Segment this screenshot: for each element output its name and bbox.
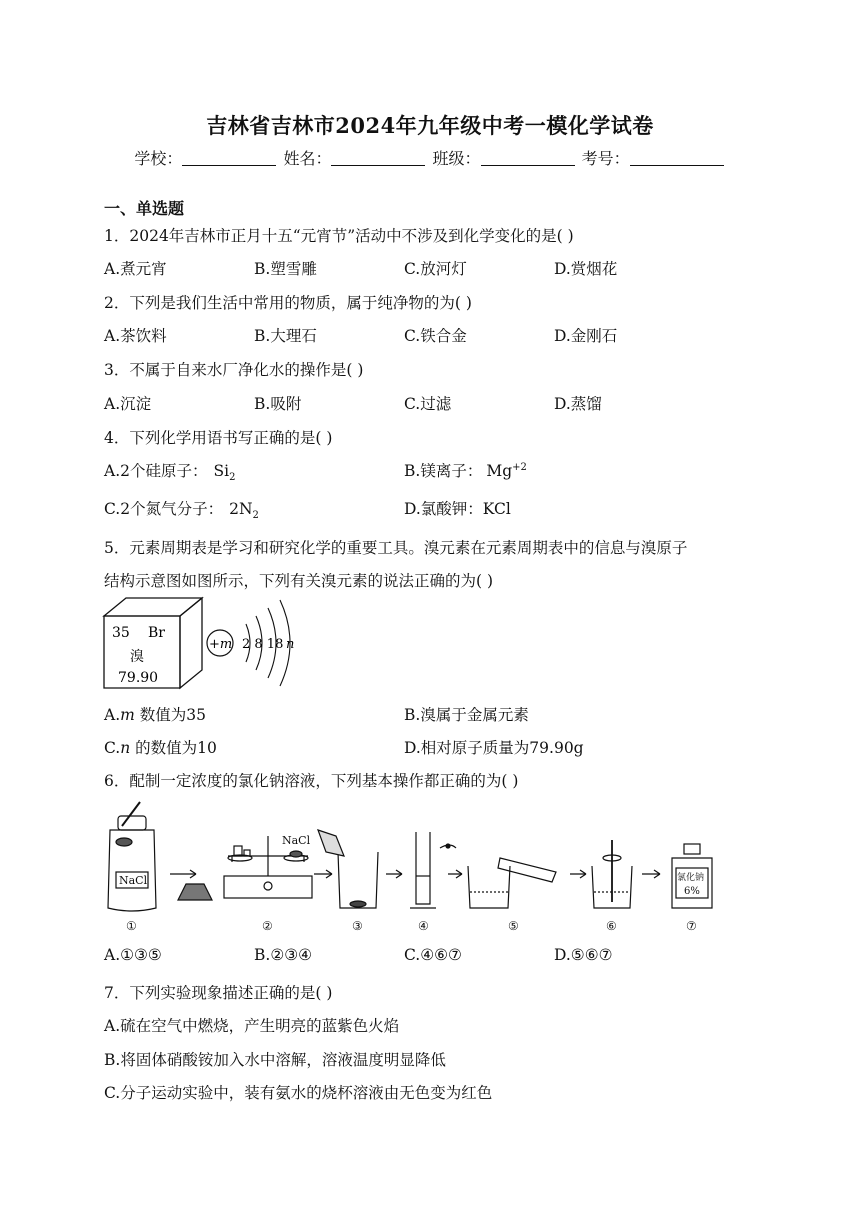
question-4-option-a[interactable]	[104, 459, 235, 483]
formula-mg	[486, 462, 527, 480]
option-a-variable: m	[120, 706, 135, 724]
reagent-jar	[108, 802, 156, 911]
question-4-option-d[interactable]: D.氯酸钾：KCl	[404, 500, 511, 518]
page-title: 吉林省吉林市2024年九年级中考一模化学试卷	[206, 113, 654, 138]
question-6-stem: 6．配制一定浓度的氯化钠溶液，下列基本操作都正确的为( )	[104, 772, 519, 790]
student-info-line	[0, 146, 860, 169]
graduated-cylinder	[410, 832, 456, 908]
question-2-option-d[interactable]: D.金刚石	[554, 327, 618, 345]
formula-si-main: Si	[213, 462, 230, 480]
question-6-option-d[interactable]: D.⑤⑥⑦	[554, 946, 613, 964]
arrow-6	[642, 870, 660, 878]
option-c-variable: n	[120, 739, 131, 757]
question-1-option-a[interactable]: A.煮元宵	[104, 260, 167, 278]
question-3-stem: 3．不属于自来水厂净化水的操作是( )	[104, 361, 364, 379]
pouring-beaker	[468, 858, 556, 908]
question-2-stem: 2．下列是我们生活中常用的物质，属于纯净物的为( )	[104, 294, 472, 312]
option-c-letter: C.	[104, 739, 121, 757]
number-label: 考号：	[581, 149, 630, 168]
question-2-option-b[interactable]: B.大理石	[254, 327, 317, 345]
formula-n2-sub: 2	[252, 510, 259, 522]
question-6-option-b[interactable]: B.②③④	[254, 946, 313, 964]
section-heading: 一、单选题	[104, 199, 185, 218]
beaker-with-powder	[318, 830, 378, 908]
question-2-option-a[interactable]: A.茶饮料	[104, 327, 167, 345]
question-3-option-d[interactable]: D.蒸馏	[554, 395, 602, 413]
name-blank[interactable]	[331, 164, 425, 166]
school-blank[interactable]	[182, 164, 276, 166]
arrow-3	[386, 870, 402, 878]
step-label-2: ②	[262, 919, 273, 933]
formula-si	[213, 462, 236, 484]
question-3-option-b[interactable]: B.吸附	[254, 395, 302, 413]
question-1-stem: 1．2024年吉林市正月十五“元宵节”活动中不涉及到化学变化的是( )	[104, 227, 574, 245]
question-5-option-b[interactable]: B.溴属于金属元素	[404, 706, 529, 724]
option-a-letter: A.	[104, 706, 121, 724]
question-7-option-c[interactable]: C.分子运动实验中，装有氨水的烧杯溶液由无色变为红色	[104, 1084, 493, 1102]
bag-label: NaCl	[282, 834, 311, 847]
question-7-option-a[interactable]: A.硫在空气中燃烧，产生明亮的蓝紫色火焰	[104, 1017, 400, 1035]
question-5-stem-line-2: 结构示意图如图所示，下列有关溴元素的说法正确的为( )	[104, 572, 494, 590]
stirring-beaker	[592, 840, 632, 908]
question-2-option-c[interactable]: C.铁合金	[404, 327, 467, 345]
arrow-4	[448, 870, 462, 878]
question-5-option-c[interactable]	[104, 736, 217, 758]
question-1-option-d[interactable]: D.赏烟花	[554, 260, 618, 278]
formula-mg-main: Mg	[486, 462, 513, 480]
electron-counts: 2 8 18	[242, 637, 284, 652]
formula-n2	[229, 500, 259, 522]
number-blank[interactable]	[630, 164, 724, 166]
step-label-4: ④	[418, 919, 429, 933]
option-a-text: A.2个硅原子：	[104, 462, 208, 480]
name-label: 姓名：	[283, 149, 332, 168]
question-7-option-b[interactable]: B.将固体硝酸铵加入水中溶解，溶液温度明显降低	[104, 1051, 446, 1069]
question-6-option-a[interactable]: A.①③⑤	[104, 946, 162, 964]
bromine-element-figure	[100, 594, 310, 698]
atomic-number: 35	[112, 625, 130, 641]
option-a-text: 数值为35	[134, 706, 206, 724]
step-label-3: ③	[352, 919, 363, 933]
bottle-label-name: 氯化钠	[677, 873, 705, 883]
question-1-option-b[interactable]: B.塑雪雕	[254, 260, 317, 278]
question-4-stem: 4．下列化学用语书写正确的是( )	[104, 429, 333, 447]
step-label-5: ⑤	[508, 919, 519, 933]
question-7-stem: 7．下列实验现象描述正确的是( )	[104, 984, 333, 1002]
formula-si-sub: 2	[229, 472, 236, 484]
question-1-option-c[interactable]: C.放河灯	[404, 260, 467, 278]
question-3-option-c[interactable]: C.过滤	[404, 395, 452, 413]
stopper	[178, 884, 212, 900]
question-3-option-a[interactable]: A.沉淀	[104, 395, 152, 413]
class-blank[interactable]	[481, 164, 575, 166]
question-6-option-c[interactable]: C.④⑥⑦	[404, 946, 462, 964]
jar-label: NaCl	[119, 874, 148, 887]
formula-n2-main: 2N	[229, 500, 253, 518]
bottle-label-percent: 6%	[684, 886, 700, 897]
solution-preparation-figure	[100, 796, 720, 936]
question-5-stem-line-1: 5．元素周期表是学习和研究化学的重要工具。溴元素在元素周期表中的信息与溴原子	[104, 539, 688, 557]
arrow-5	[570, 870, 586, 878]
option-c-text: 的数值为10	[130, 739, 217, 757]
nucleus-charge: +m	[209, 637, 233, 652]
question-4-option-c[interactable]	[104, 497, 259, 521]
question-5-option-d[interactable]: D.相对原子质量为79.90g	[404, 739, 584, 757]
step-label-1: ①	[126, 919, 137, 933]
class-label: 班级：	[432, 149, 481, 168]
question-4-option-b[interactable]	[404, 459, 527, 481]
step-label-6: ⑥	[606, 919, 617, 933]
element-symbol: Br	[148, 625, 165, 641]
atomic-mass: 79.90	[118, 670, 159, 686]
question-5-option-a[interactable]	[104, 703, 206, 725]
last-shell-count: n	[286, 637, 295, 652]
arrow-2	[314, 870, 332, 878]
option-c-text: C.2个氮气分子：	[104, 500, 224, 518]
element-name: 溴	[130, 649, 144, 665]
formula-mg-sup: +2	[512, 461, 527, 473]
option-b-text: B.镁离子：	[404, 462, 483, 480]
school-label: 学校：	[134, 149, 183, 168]
step-label-7: ⑦	[686, 919, 697, 933]
